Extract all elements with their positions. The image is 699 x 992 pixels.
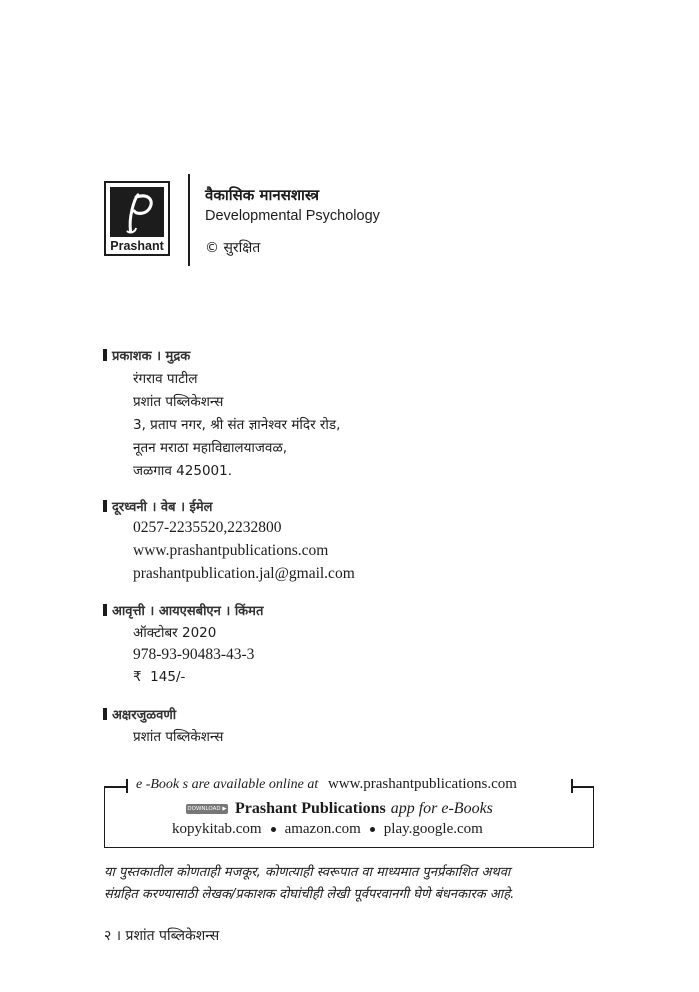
ebook-availability bbox=[136, 776, 517, 793]
download-badge[interactable]: DOWNLOAD ▶ bbox=[187, 806, 227, 812]
publisher-line: जळगाव 425001. bbox=[133, 463, 232, 479]
contact-heading-text: दूरध्वनी । वेब । ईमेल bbox=[112, 500, 213, 515]
book-title: वैकासिक मानसशास्त्र bbox=[205, 186, 320, 204]
ebook-intro: e -Book s are available online at bbox=[136, 777, 319, 792]
logo-word: Prashant bbox=[110, 239, 164, 253]
publisher-line: 3, प्रताप नगर, श्री संत ज्ञानेश्वर मंदिर रोड, bbox=[133, 417, 341, 433]
ebook-box-tick bbox=[126, 779, 128, 793]
book-subtitle: Developmental Psychology bbox=[205, 208, 380, 224]
store-link[interactable]: kopykitab.com bbox=[172, 821, 262, 837]
bullet-icon bbox=[271, 827, 276, 832]
copyright: © सुरक्षित bbox=[205, 240, 261, 256]
typesetting-heading-text: अक्षरजुळवणी bbox=[112, 708, 177, 723]
edition-heading bbox=[103, 601, 263, 619]
app-name: Prashant Publications bbox=[235, 800, 386, 817]
ebook-box-tick bbox=[571, 779, 573, 793]
section-marker bbox=[103, 349, 107, 361]
section-marker bbox=[103, 500, 107, 512]
store-link[interactable]: play.google.com bbox=[383, 821, 483, 837]
website-link[interactable]: www.prashantpublications.com bbox=[133, 542, 329, 559]
phone-numbers: 0257-2235520,2232800 bbox=[133, 519, 282, 536]
ebook-url[interactable]: www.prashantpublications.com bbox=[327, 776, 517, 792]
page-footer: २ । प्रशांत पब्लिकेशन्स bbox=[104, 928, 220, 944]
typesetting-heading bbox=[103, 705, 176, 723]
copyright-notice-line: संग्रहित करण्यासाठी लेखक/प्रकाशक दोघांचीही लेखी पूर्वपरवानगी घेणे बंधनकारक आहे. bbox=[104, 887, 515, 902]
publisher-line: रंगराव पाटील bbox=[133, 371, 198, 387]
email-link[interactable]: prashantpublication.jal@gmail.com bbox=[133, 565, 355, 582]
publisher-line: नूतन मराठा महाविद्यालयाजवळ, bbox=[133, 440, 287, 456]
publisher-logo bbox=[104, 181, 170, 256]
app-suffix: app for e-Books bbox=[390, 800, 493, 817]
price: ₹ 145/- bbox=[133, 669, 186, 685]
ebook-stores bbox=[172, 821, 483, 838]
typesetter: प्रशांत पब्लिकेशन्स bbox=[133, 729, 224, 745]
store-link[interactable]: amazon.com bbox=[284, 821, 361, 837]
ebook-app-line bbox=[186, 800, 493, 818]
ebook-box-corner bbox=[104, 786, 126, 788]
copyright-notice-line: या पुस्तकातील कोणताही मजकूर, कोणत्याही स्वरूपात वा माध्यमात पुनर्प्रकाशित अथवा bbox=[104, 865, 511, 880]
contact-heading bbox=[103, 497, 213, 515]
publisher-heading-text: प्रकाशक । मुद्रक bbox=[112, 349, 191, 364]
header-divider bbox=[188, 174, 190, 266]
edition-date: ऑक्टोबर 2020 bbox=[133, 625, 217, 641]
isbn: 978-93-90483-43-3 bbox=[133, 646, 255, 663]
section-marker bbox=[103, 708, 107, 720]
section-marker bbox=[103, 604, 107, 616]
publisher-heading bbox=[103, 346, 190, 364]
bullet-icon bbox=[370, 827, 375, 832]
logo-p-mark bbox=[110, 187, 164, 237]
edition-heading-text: आवृत्ती । आयएसबीएन । किंमत bbox=[112, 604, 264, 619]
publisher-line: प्रशांत पब्लिकेशन्स bbox=[133, 394, 224, 410]
ebook-box-corner bbox=[572, 786, 594, 788]
